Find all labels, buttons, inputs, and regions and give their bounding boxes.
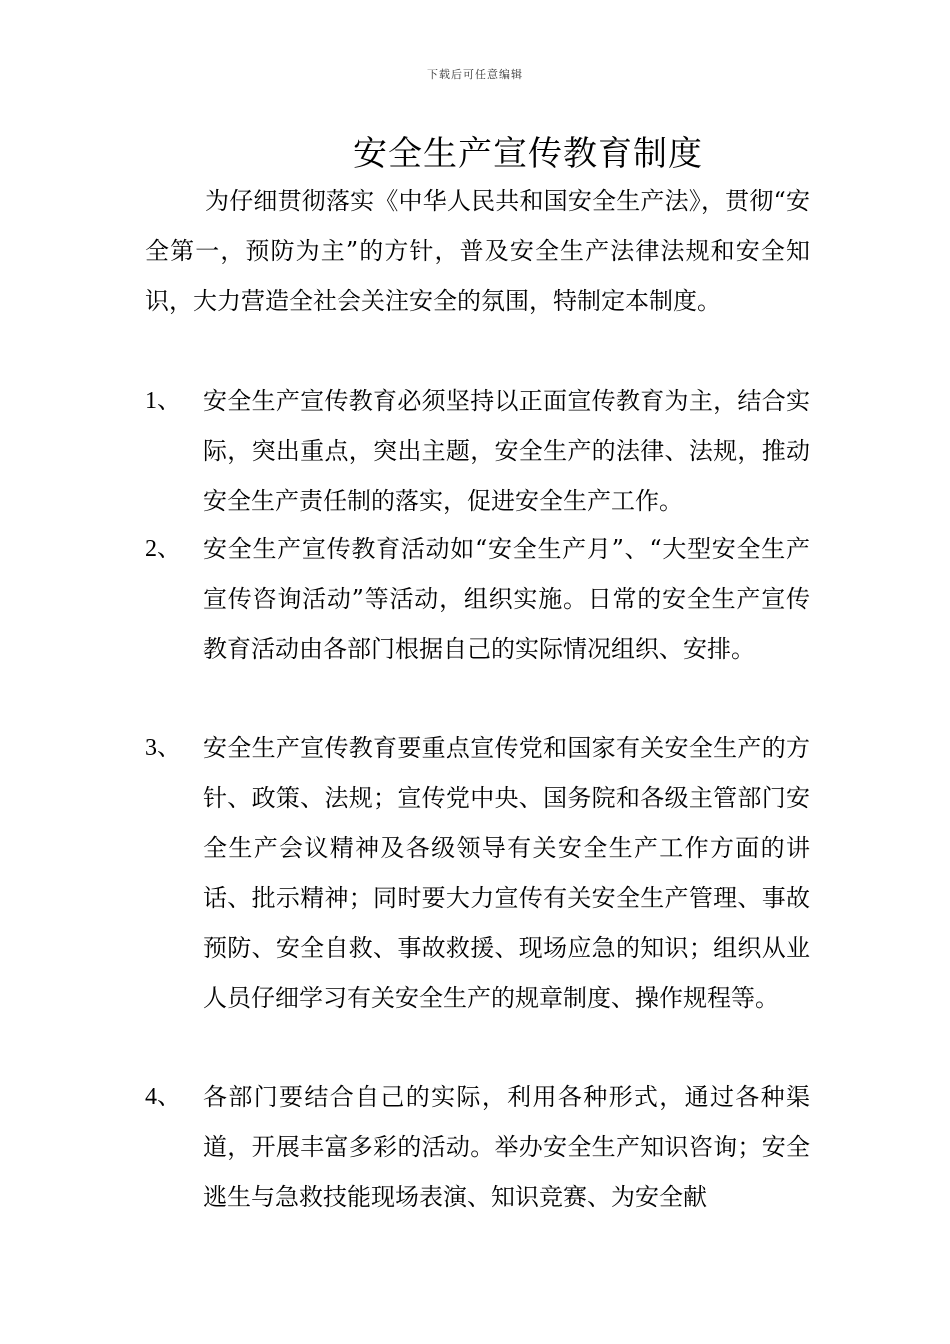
- list-item-number: 4、: [145, 1084, 181, 1110]
- list-item-text: 安全生产宣传教育必须坚持以正面宣传教育为主，结合实际，突出重点，突出主题，安全生产的法律、法规，推动安全生产责任制的落实，促进安全生产工作。: [203, 387, 810, 515]
- list-item-text: 安全生产宣传教育活动如“安全生产月”、“大型安全生产宣传咨询活动”等活动，组织实施。日常的安全生产宣传教育活动由各部门根据自己的实际情况组织、安排。: [203, 535, 810, 663]
- document-title: 安全生产宣传教育制度: [353, 134, 703, 174]
- list-item: [145, 376, 810, 526]
- list-item-number: 3、: [145, 735, 181, 761]
- list-item-text: 各部门要结合自己的实际，利用各种形式，通过各种渠道，开展丰富多彩的活动。举办安全生产知识咨询；安全逃生与急救技能现场表演、知识竞赛、为安全献: [203, 1083, 810, 1211]
- list-item: [145, 723, 810, 1023]
- header-note: 下载后可任意编辑: [427, 68, 523, 81]
- intro-paragraph: 为仔细贯彻落实《中华人民共和国安全生产法》，贯彻“安全第一，预防为主”的方针，普及安全生产法律法规和安全知识，大力营造全社会关注安全的氛围，特制定本制度。: [145, 187, 810, 315]
- list-item-number: 1、: [145, 388, 181, 414]
- list-item: [145, 1072, 810, 1222]
- list-item-text: 安全生产宣传教育要重点宣传党和国家有关安全生产的方针、政策、法规；宣传党中央、国务院和各级主管部门安全生产会议精神及各级领导有关安全生产工作方面的讲话、批示精神；同时要大力宣传有关安全生产管理、事故预防、安全自救、事故救援、现场应急的知识；组织从业人员仔细学习有关安全生产的规章制度、操作规程等。: [203, 734, 810, 1012]
- list-item-number: 2、: [145, 536, 181, 562]
- list-item: [145, 524, 810, 674]
